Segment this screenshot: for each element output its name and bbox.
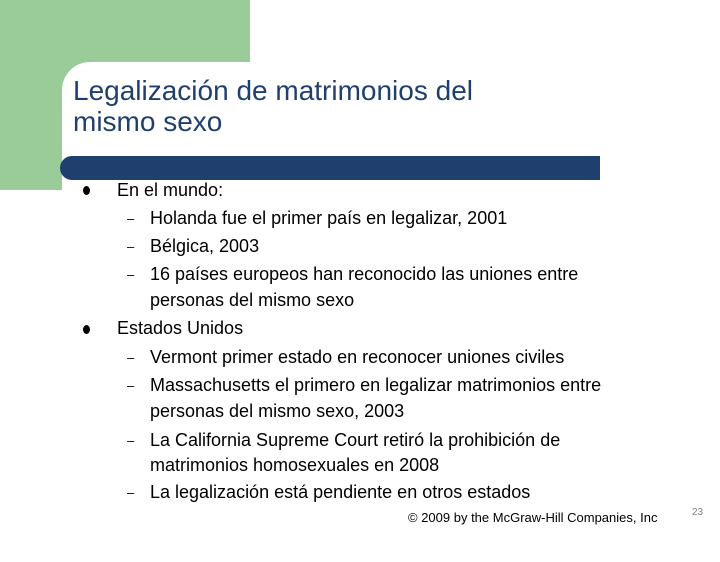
title-line-1: Legalización de matrimonios del <box>73 75 473 106</box>
subitem-massachusetts-line-2: personas del mismo sexo, 2003 <box>150 401 405 421</box>
bullet-icon <box>83 186 90 195</box>
page-number: 23 <box>692 507 704 518</box>
dash-icon: – <box>127 239 135 254</box>
copyright-footer: © 2009 by the McGraw-Hill Companies, Inc <box>408 510 658 525</box>
dash-icon: – <box>127 433 135 448</box>
subitem-paises-europeos-line-2: personas del mismo sexo <box>150 290 355 310</box>
dash-icon: – <box>127 485 135 500</box>
bullet-icon <box>83 325 90 334</box>
subitem-california-line-1: La California Supreme Court retiró la prohibición de <box>150 430 561 450</box>
bullet-item-world: En el mundo: <box>117 180 224 200</box>
subitem-holanda: Holanda fue el primer país en legalizar, 2001 <box>150 208 508 228</box>
subitem-california-line-2: matrimonios homosexuales en 2008 <box>150 455 440 475</box>
subitem-pendiente: La legalización está pendiente en otros estados <box>150 482 531 502</box>
dash-icon: – <box>127 211 135 226</box>
subitem-massachusetts-line-1: Massachusetts el primero en legalizar matrimonios entre <box>150 375 602 395</box>
dash-icon: – <box>127 378 135 393</box>
dash-icon: – <box>127 350 135 365</box>
subitem-paises-europeos-line-1: 16 países europeos han reconocido las uniones entre <box>150 264 579 284</box>
title-line-2: mismo sexo <box>73 106 223 137</box>
dash-icon: – <box>127 267 135 282</box>
bullet-item-usa: Estados Unidos <box>117 318 244 338</box>
subitem-belgica: Bélgica, 2003 <box>150 236 260 256</box>
subitem-vermont: Vermont primer estado en reconocer uniones civiles <box>150 347 565 367</box>
